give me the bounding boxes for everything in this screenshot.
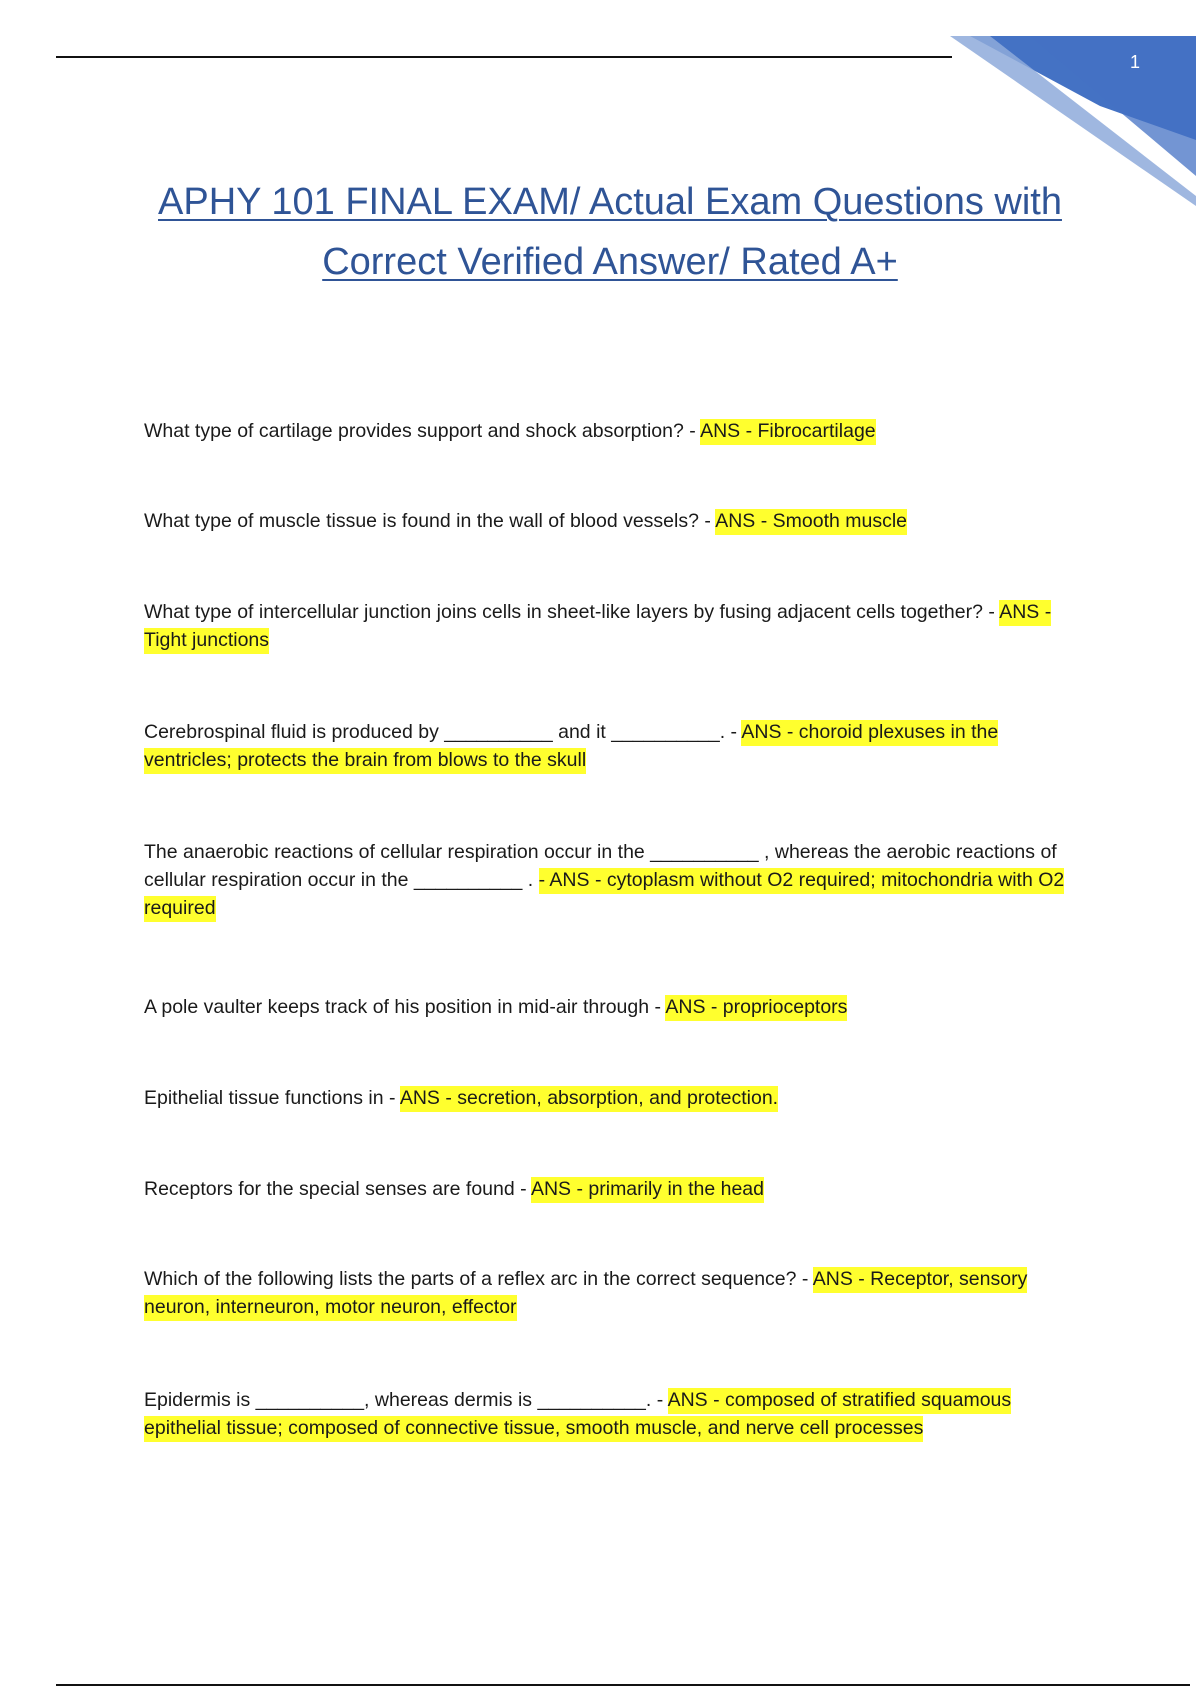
answer-highlight: ANS - proprioceptors: [665, 995, 847, 1021]
question-text: The anaerobic reactions of cellular respiration occur in the __________ , whereas the aerobic reactions of cellular respiration occur in the __________ .: [144, 841, 1057, 891]
question-text: Cerebrospinal fluid is produced by __________ and it __________. -: [144, 721, 742, 743]
question-text: Epidermis is __________, whereas dermis is __________. -: [144, 1389, 668, 1411]
title-line-1: APHY 101 FINAL EXAM/ Actual Exam Questions with: [158, 181, 1062, 223]
page-number: 1: [1129, 52, 1140, 72]
header-rule: [56, 56, 952, 58]
list-item: [144, 1386, 1084, 1442]
list-item: [144, 507, 1084, 535]
footer-rule: [56, 1684, 1190, 1686]
answer-highlight: ANS - secretion, absorption, and protection.: [400, 1086, 778, 1112]
answer-highlight: ANS - choroid plexuses in the ventricles; protects the brain from blows to the skull: [144, 720, 998, 774]
question-text: Epithelial tissue functions in -: [144, 1087, 400, 1109]
list-item: [144, 718, 1084, 774]
answer-highlight: ANS - Tight junctions: [144, 600, 1051, 654]
list-item: [144, 1084, 1084, 1112]
list-item: [144, 838, 1084, 922]
question-text: Which of the following lists the parts of a reflex arc in the correct sequence? -: [144, 1268, 813, 1290]
list-item: [144, 598, 1084, 654]
answer-highlight: ANS - Smooth muscle: [715, 509, 907, 535]
answer-highlight: ANS - primarily in the head: [531, 1177, 764, 1203]
answer-highlight: ANS - Receptor, sensory neuron, interneuron, motor neuron, effector: [144, 1267, 1027, 1321]
document-title: [100, 172, 1120, 292]
question-text: What type of intercellular junction joins cells in sheet-like layers by fusing adjacent cells together? -: [144, 601, 1000, 623]
list-item: [144, 417, 1084, 445]
list-item: [144, 1175, 1084, 1203]
question-text: A pole vaulter keeps track of his position in mid-air through -: [144, 996, 666, 1018]
list-item: [144, 993, 1084, 1021]
question-text: What type of cartilage provides support and shock absorption? -: [144, 420, 701, 442]
answer-highlight: ANS - composed of stratified squamous epithelial tissue; composed of connective tissue, smooth muscle, and nerve cell processes: [144, 1388, 1011, 1442]
question-text: What type of muscle tissue is found in the wall of blood vessels? -: [144, 510, 716, 532]
answer-highlight: ANS - Fibrocartilage: [700, 419, 876, 445]
question-text: Receptors for the special senses are found -: [144, 1178, 531, 1200]
list-item: [144, 1265, 1084, 1321]
answer-highlight: - ANS - cytoplasm without O2 required; mitochondria with O2 required: [144, 868, 1064, 922]
title-line-2: Correct Verified Answer/ Rated A+: [322, 241, 898, 283]
